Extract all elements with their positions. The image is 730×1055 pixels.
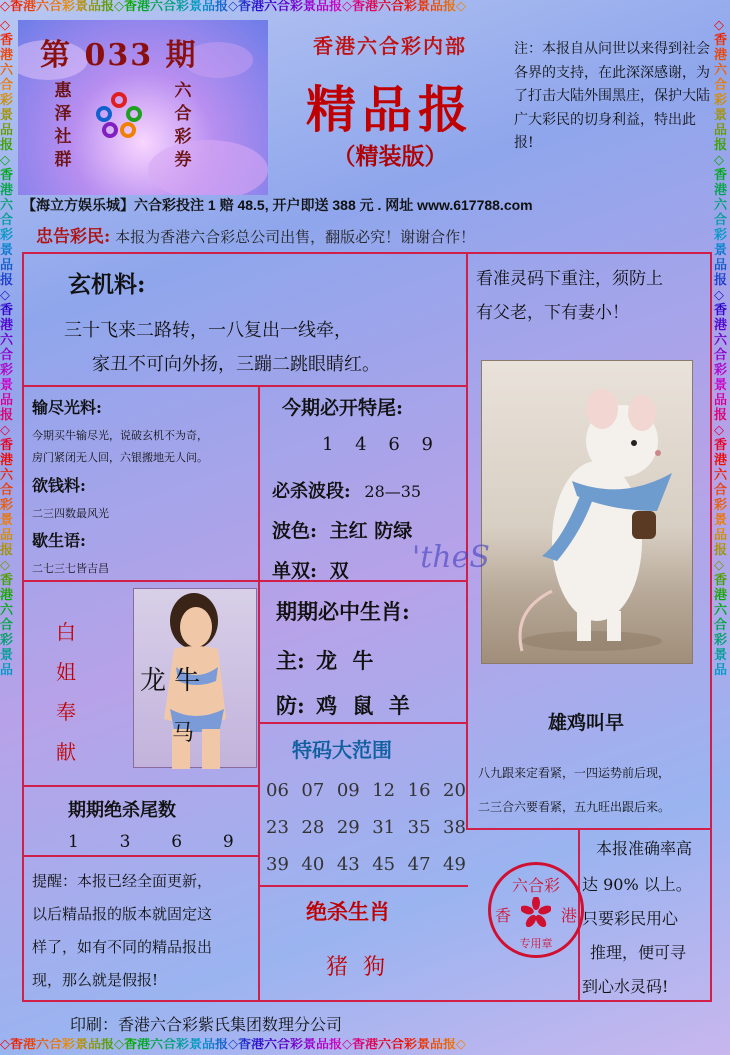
range-number: 12 [372,780,396,801]
shuqin-title: 输尽光料: [32,398,102,417]
divider [22,385,468,387]
range-title: 特码大范围 [292,738,392,762]
shengxiao-fang-value: 鸡 鼠 羊 [316,693,414,718]
range-number: 45 [372,854,396,875]
warning-label: 忠告彩民: [36,227,111,247]
top-banner-strip: ◇香港六合彩景品报◇香港六合彩景品报◇香港六合彩景品报◇香港六合彩景品报◇ [0,0,730,18]
range-number: 23 [266,817,289,838]
divider [258,385,260,1002]
yuqian-title: 欲钱料: [32,476,86,495]
range-row [266,780,466,801]
range-number: 20 [443,780,466,801]
divider [258,722,468,724]
range-number: 49 [443,854,466,875]
range-number: 35 [407,817,431,838]
accuracy-line-4: 推理，便可寻 [590,943,687,962]
range-number: 31 [372,817,396,838]
range-grid [266,780,466,875]
accuracy-line-2: 达 90% 以上。 [582,875,692,894]
rooster-line-1: 八九跟来定看紧，一四运势前后现， [478,766,671,780]
range-number: 39 [266,854,289,875]
shengxiao-main-label: 主: [276,648,305,673]
bisha-label: 必杀波段: [272,481,351,502]
lottery-logo-icon [96,92,142,138]
bisha-row [272,477,421,503]
accuracy-line-1: 本报准确率高 [596,839,693,858]
bose-row [272,516,412,543]
shengxiao-fang-label: 防: [276,693,305,718]
reminder-line-3: 样了，如有不同的精品报出 [32,938,213,956]
issue-number: 第 033 期 [40,38,198,73]
range-number: 09 [336,780,360,801]
right-vertical-label: 六 合 彩 券 [174,81,192,170]
range-number: 38 [443,817,466,838]
reminder-line-2: 以后精品报的版本就固定这 [32,905,213,923]
gift-overlay-2: 马 [172,721,195,746]
xuanji-line-1: 三十飞来二路转，一八复出一线牵， [64,320,352,341]
xiesheng-text: 二七三七皆吉昌 [32,562,109,575]
bisha-value: 28—35 [364,482,422,501]
shengxiao-title: 期期必中生肖: [276,599,410,624]
jueshawei-numbers: 1 3 6 9 [68,832,244,852]
tewei-title: 今期必开特尾: [282,397,404,419]
left-banner-strip: ◇香港六合彩景品报◇香港六合彩景品报◇香港六合彩景品报◇香港六合彩景品报◇香港六合彩景品 [0,18,16,1038]
range-number: 40 [301,854,325,875]
xiesheng-title: 歇生语: [32,531,86,550]
accuracy-line-3: 只要彩民用心 [582,909,679,928]
footer-printer: 印刷：香港六合彩紫氏集团数理分公司 [70,1015,343,1034]
ad-line[interactable]: 【海立方娱乐城】六合彩投注 1 赔 48.5, 开户即送 388 元 . 网址 www.617788.com [22,197,533,213]
header-notice: 注：本报自从问世以来得到社会各界的支持，在此深深感谢，为了打击大陆外围黑庄，保护大陆广大彩民的切身利益，特出此报! [514,41,710,151]
page-subtitle: （精装版） [332,143,448,170]
watermark-text: 'theS [412,540,490,575]
xuanji-line-2: 家丑不可向外扬，三蹦二跳眼睛红。 [92,354,380,375]
xuanji-title: 玄机料: [68,271,146,298]
warning-line [36,222,712,247]
range-number: 07 [301,780,325,801]
left-vertical-label: 惠 泽 社 群 [54,81,72,170]
reminder-line-1: 提醒：本报已经全面更新， [32,872,213,890]
rooster-title: 雄鸡叫早 [548,712,625,734]
mouse-photo [481,360,693,664]
divider [22,785,260,787]
stamp-bottom-text: 专用章 [519,937,553,950]
range-number: 43 [336,854,360,875]
right-banner-strip: ◇香港六合彩景品报◇香港六合彩景品报◇香港六合彩景品报◇香港六合彩景品报◇香港六合彩景品 [714,18,730,1038]
bottom-banner-strip: ◇香港六合彩景品报◇香港六合彩景品报◇香港六合彩景品报◇香港六合彩景品报◇ [0,1038,730,1055]
stamp-seal [488,862,584,958]
jueshashengxiao-title: 绝杀生肖 [306,899,390,924]
shengxiao-main-row [276,645,377,675]
accuracy-line-5: 到心水灵码! [582,977,669,996]
danshuang-value: 双 [329,560,349,582]
title-top: 香港六合彩内部 [313,34,467,58]
jueshawei-title: 期期绝杀尾数 [68,800,176,821]
bauhinia-flower-icon [521,897,551,927]
right-top-line-2: 有父老，下有妻小！ [476,303,629,323]
danshuang-row [272,556,349,583]
divider [258,885,468,887]
shuqin-line-1: 今期买牛输尽光，说破玄机不为奇， [32,429,208,442]
divider [22,855,260,857]
range-number: 28 [301,817,325,838]
yuqian-text: 二三四数最风光 [32,507,109,520]
reminder-line-4: 现，那么就是假报! [32,971,159,989]
range-row [266,817,466,838]
danshuang-label: 单双: [272,560,318,582]
page-title: 精品报 [306,80,474,139]
shengxiao-fang-row [276,690,414,720]
shengxiao-main-value: 龙 牛 [316,648,378,673]
stamp-right-text: 港 [560,906,577,925]
tewei-numbers: 1 4 6 9 [322,434,441,455]
range-row [266,854,466,875]
right-top-line-1: 看准灵码下重注，须防上 [476,269,663,289]
range-number: 16 [407,780,431,801]
stamp-top-text: 六合彩 [511,876,560,895]
stamp-left-text: 香 [495,906,512,925]
divider [22,580,468,582]
range-number: 06 [266,780,289,801]
range-number: 29 [336,817,360,838]
range-number: 47 [407,854,431,875]
mouse-illustration-icon [482,361,694,665]
gift-overlay-1: 龙 牛 [140,666,201,696]
gift-vertical-label: 白 姐 奉 献 [56,620,76,764]
bose-label: 波色: [272,520,318,542]
divider [466,828,712,830]
jueshashengxiao-value: 猪 狗 [326,955,389,980]
bose-value: 主红 防绿 [329,520,413,542]
warning-text: 本报为香港六合彩总公司出售，翻版必究！谢谢合作！ [115,228,476,246]
shuqin-line-2: 房门紧闭无人回，六银搬地无人问。 [32,451,208,464]
rooster-line-2: 二三合六要看紧，五九旺出跟后来。 [478,800,671,814]
